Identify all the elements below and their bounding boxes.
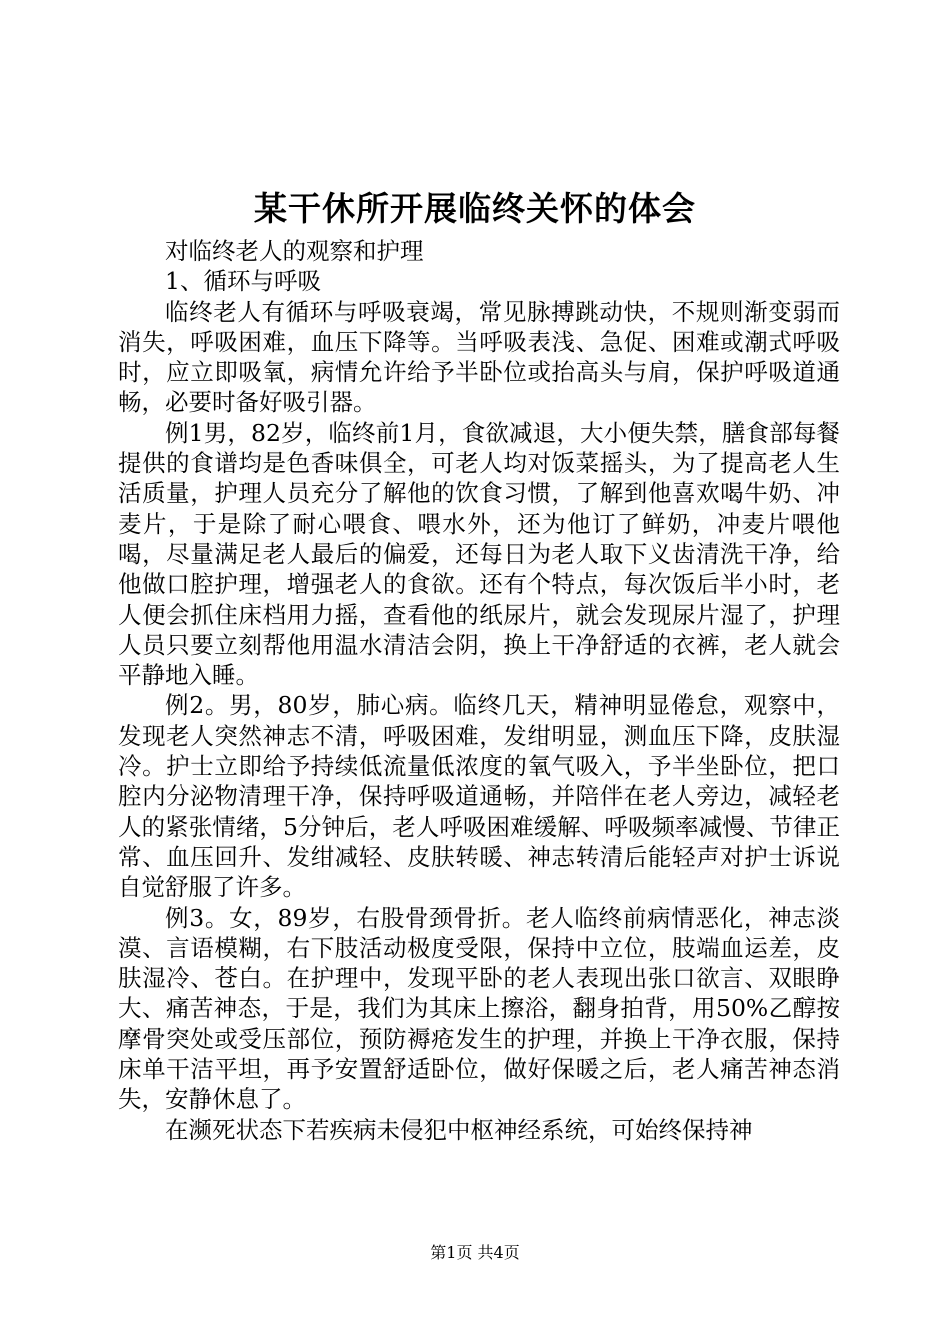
paragraph-circulation-respiration: 临终老人有循环与呼吸衰竭，常见脉搏跳动快，不规则渐变弱而消失，呼吸困难，血压下降等。当呼吸表浅、急促、困难或潮式呼吸时，应立即吸氧，病情允许给予半卧位或抬高头与肩，保护呼吸道通畅，必要时备好吸引器。 bbox=[118, 297, 840, 417]
document-body bbox=[118, 236, 840, 1145]
document-title: 某干休所开展临终关怀的体会 bbox=[254, 189, 696, 228]
paragraph-case-1: 例1男，82岁，临终前1月，食欲减退，大小便失禁，膳食部每餐提供的食谱均是色香味俱全，可老人均对饭菜摇头，为了提高老人生活质量，护理人员充分了解他的饮食习惯，了解到他喜欢喝牛奶、冲麦片，于是除了耐心喂食、喂水外，还为他订了鲜奶，冲麦片喂他喝，尽量满足老人最后的偏爱，还每日为老人取下义齿清洗干净，给他做口腔护理，增强老人的食欲。还有个特点，每次饭后半小时，老人便会抓住床档用力摇，查看他的纸尿片，就会发现尿片湿了，护理人员只要立刻帮他用温水清洁会阴，换上干净舒适的衣裤，老人就会平静地入睡。 bbox=[118, 418, 840, 690]
paragraph-case-3: 例3。女，89岁，右股骨颈骨折。老人临终前病情恶化，神志淡漠、言语模糊，右下肢活动极度受限，保持中立位，肢端血运差，皮肤湿冷、苍白。在护理中，发现平卧的老人表现出张口欲言、双眼睁大、痛苦神态，于是，我们为其床上擦浴，翻身拍背，用50%乙醇按摩骨突处或受压部位，预防褥疮发生的护理，并换上干净衣服，保持床单干洁平坦，再予安置舒适卧位，做好保暖之后，老人痛苦神态消失，安静休息了。 bbox=[118, 903, 840, 1114]
paragraph-case-2: 例2。男，80岁，肺心病。临终几天，精神明显倦怠，观察中，发现老人突然神志不清，呼吸困难，发绀明显，测血压下降，皮肤湿冷。护士立即给予持续低流量低浓度的氧气吸入，予半坐卧位，把口腔内分泌物清理干净，保持呼吸道通畅，并陪伴在老人旁边，减轻老人的紧张情绪，5分钟后，老人呼吸困难缓解、呼吸频率减慢、节律正常、血压回升、发绀减轻、皮肤转暖、神志转清后能轻声对护士诉说自觉舒服了许多。 bbox=[118, 691, 840, 902]
paragraph-subsection-heading: 1、循环与呼吸 bbox=[165, 267, 321, 296]
paragraph-section-heading: 对临终老人的观察和护理 bbox=[165, 237, 424, 265]
paragraph-continuation: 在濒死状态下若疾病未侵犯中枢神经系统，可始终保持神 bbox=[165, 1115, 753, 1144]
page-footer: 第1页 共4页 bbox=[430, 1243, 520, 1262]
